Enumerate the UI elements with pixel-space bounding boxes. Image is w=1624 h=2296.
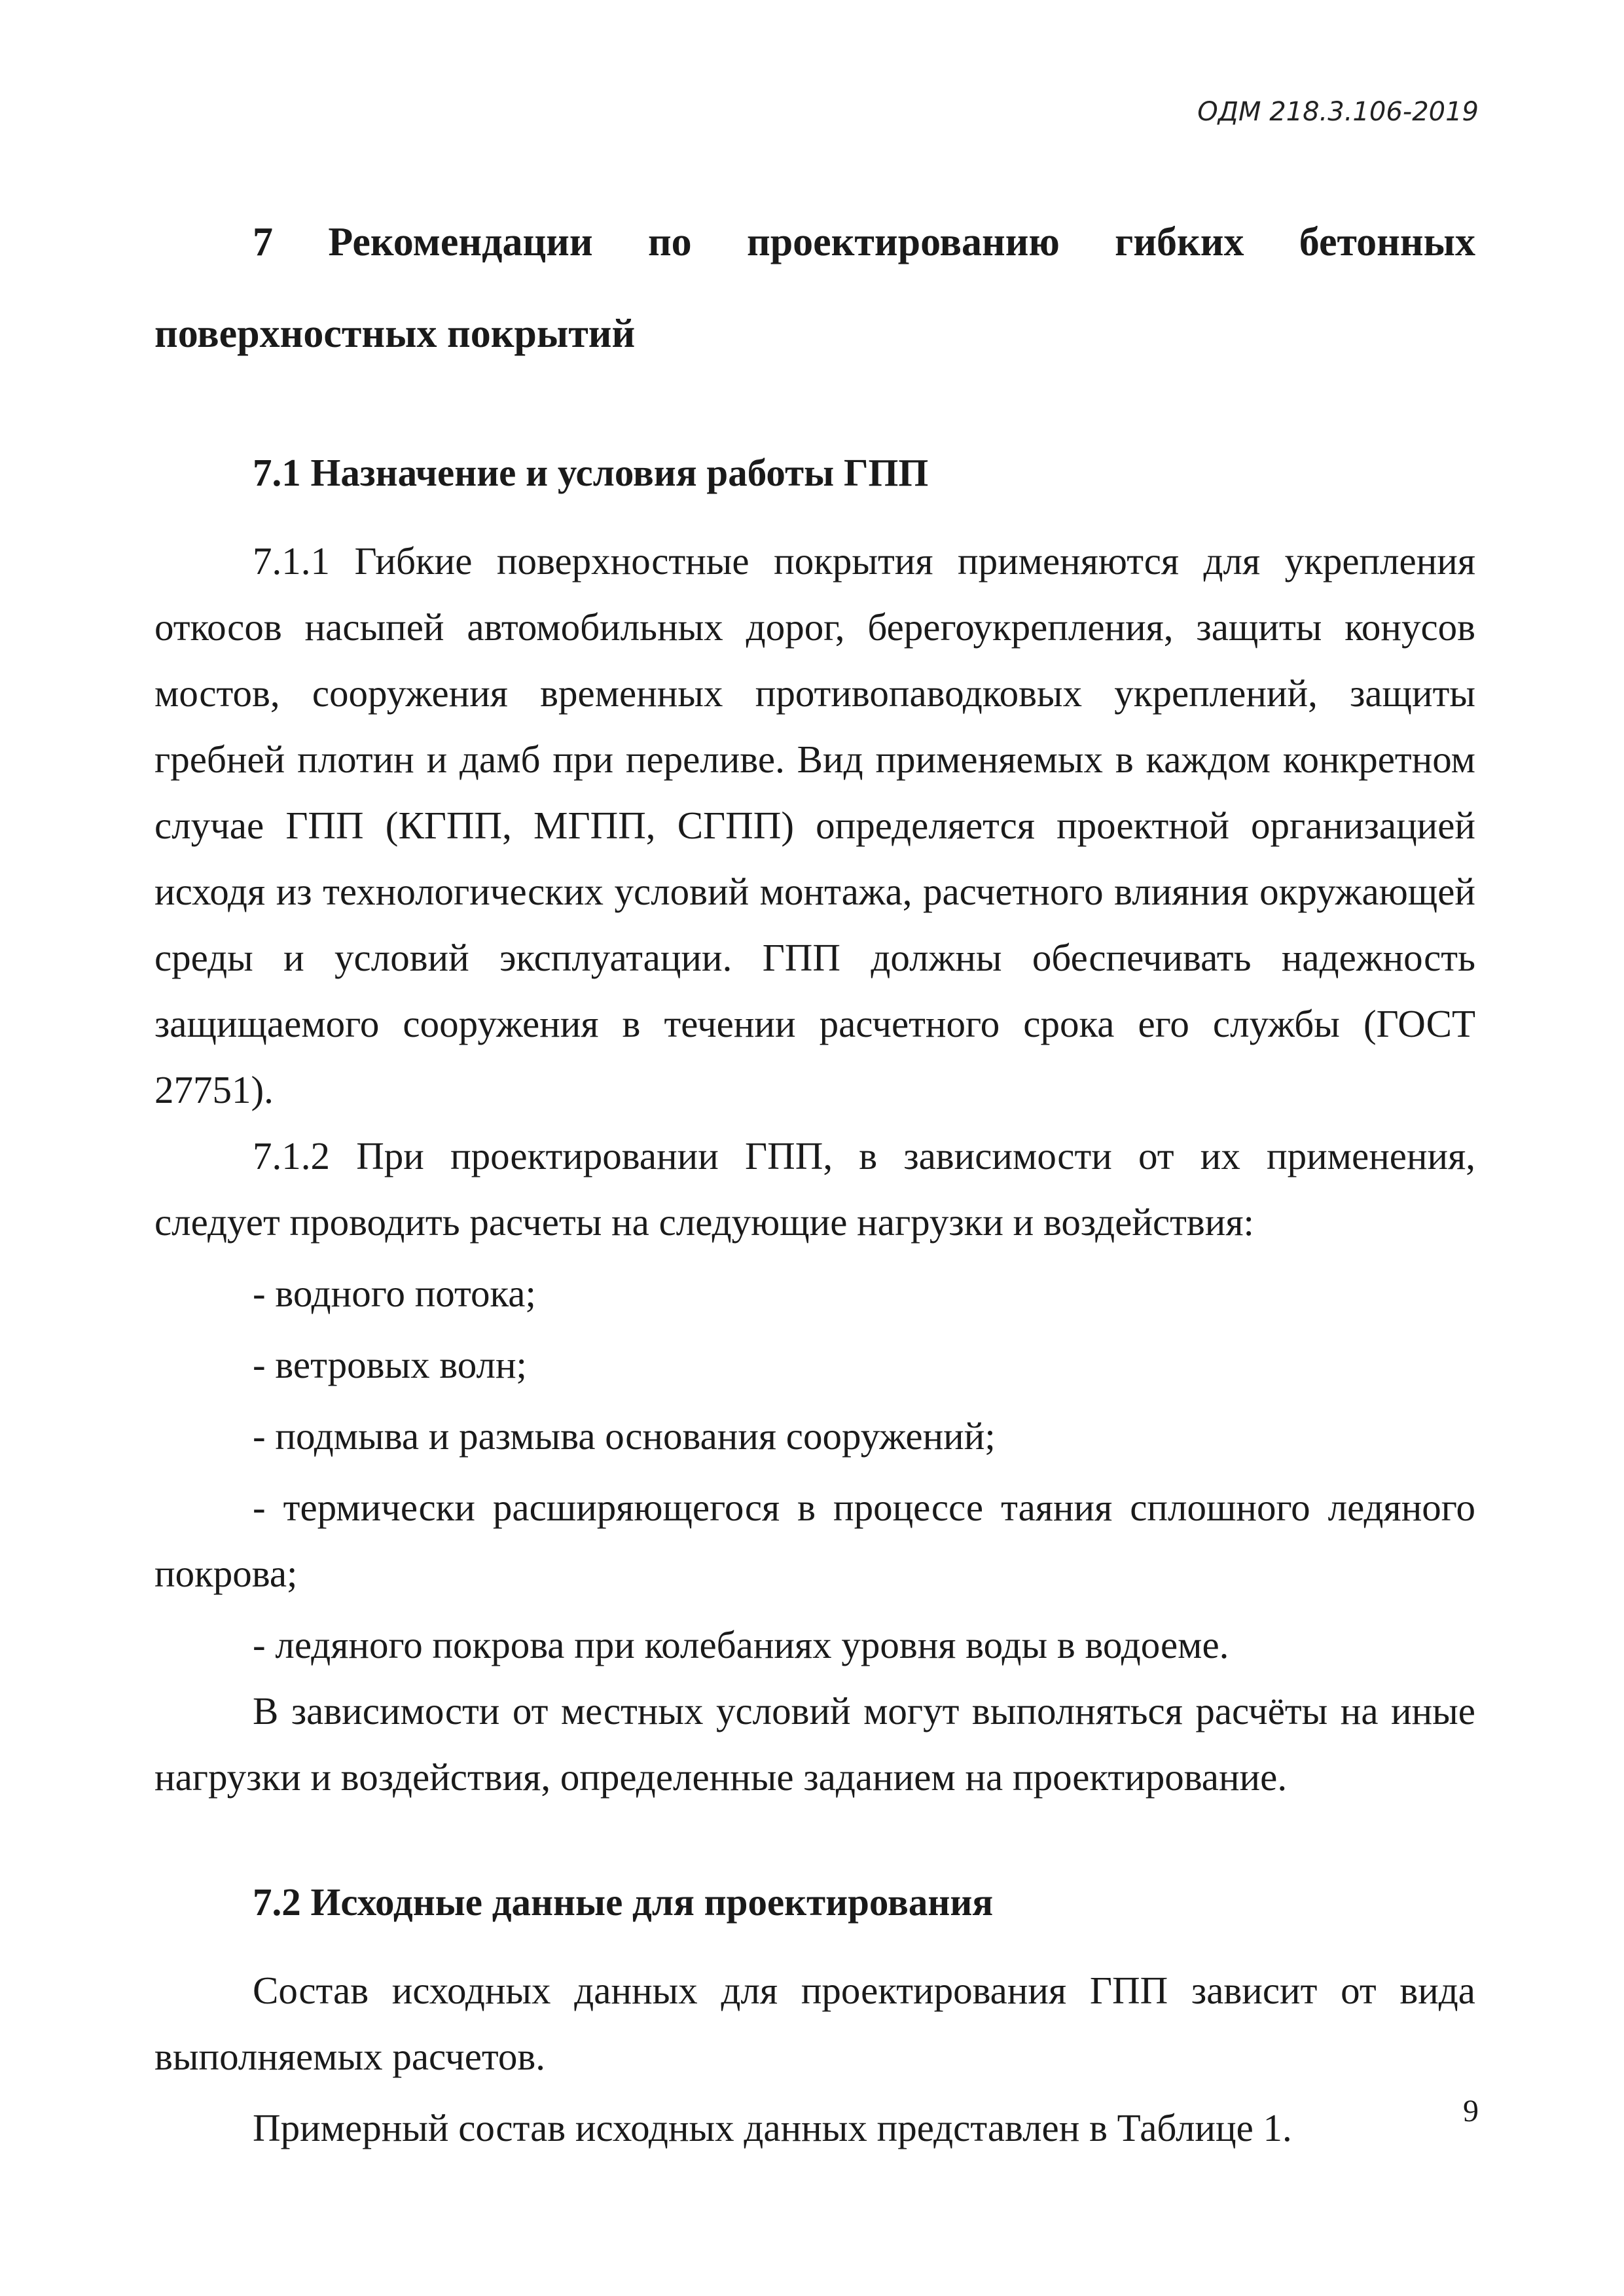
paragraph-7-1-1: 7.1.1 Гибкие поверхностные покрытия применяются для укрепления откосов насыпей автомобильных дорог, берегоукрепления, защиты конусов мостов, сооружения временных противопаводковых укреплений, защиты гребней плотин и дамб при переливе. Вид применяемых в каждом конкретном случае ГПП (КГПП, МГПП, СГПП) определяется проектной организацией исходя из технологических условий монтажа, расчетного влияния окружающей среды и условий эксплуатации. ГПП должны обеспечивать надежность защищаемого сооружения в течении расчетного срока его службы (ГОСТ 27751). bbox=[154, 539, 1475, 1111]
load-list-item: - ветровых волн; bbox=[253, 1343, 527, 1386]
document-code: ОДМ 218.3.106-2019 bbox=[1197, 97, 1479, 127]
load-list-item: - подмыва и размыва основания сооружений; bbox=[253, 1414, 996, 1458]
load-list-item: - ледяного покрова при колебаниях уровня воды в водоеме. bbox=[253, 1623, 1229, 1666]
section-7-2-title: 7.2 Исходные данные для проектирования bbox=[253, 1880, 994, 1924]
paragraph-input-data-composition: Состав исходных данных для проектирования ГПП зависит от вида выполняемых расчетов. bbox=[154, 1969, 1475, 2078]
section-7-title-line1: 7 Рекомендации по проектированию гибких бетонных bbox=[253, 220, 1475, 264]
page-content bbox=[154, 196, 1475, 2161]
paragraph-7-1-2: 7.1.2 При проектировании ГПП, в зависимости от их применения, следует проводить расчеты на следующие нагрузки и воздействия: bbox=[154, 1134, 1475, 1244]
load-list-item: - водного потока; bbox=[253, 1272, 536, 1315]
load-list-item: - термически расширяющегося в процессе таяния сплошного ледяного покрова; bbox=[154, 1486, 1475, 1595]
paragraph-other-loads: В зависимости от местных условий могут выполняться расчёты на иные нагрузки и воздействия, определенные заданием на проектирование. bbox=[154, 1689, 1475, 1799]
page-number: 9 bbox=[1463, 2094, 1479, 2128]
section-7-1-title: 7.1 Назначение и условия работы ГПП bbox=[253, 451, 929, 494]
section-7-title-line2: поверхностных покрытий bbox=[154, 312, 636, 356]
section-7-title bbox=[154, 196, 1475, 380]
paragraph-table-reference: Примерный состав исходных данных представлен в Таблице 1. bbox=[253, 2106, 1292, 2149]
